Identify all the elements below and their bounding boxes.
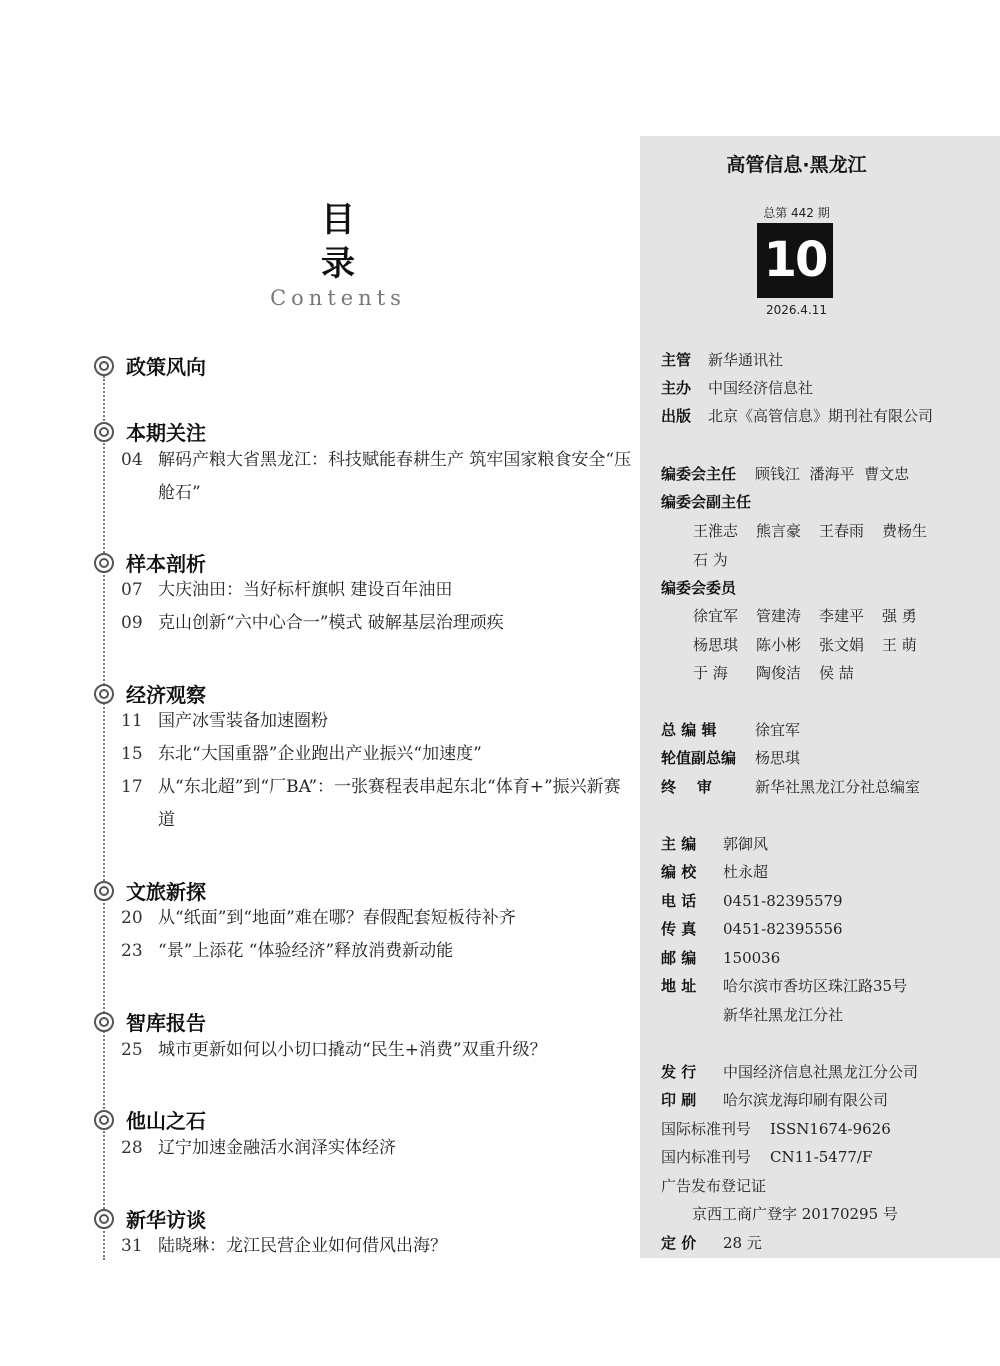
toc-entry[interactable]: [121, 935, 633, 968]
section-heading[interactable]: [94, 351, 206, 380]
circle-bullet-icon: [94, 356, 114, 376]
circle-bullet-icon: [94, 422, 114, 442]
circle-bullet-icon: [94, 1110, 114, 1130]
toc-entry[interactable]: [121, 705, 633, 738]
toc-entry[interactable]: [121, 738, 633, 771]
section-label: 政策风向: [126, 355, 206, 379]
circle-bullet-icon: [94, 881, 114, 901]
toc-entry[interactable]: [121, 771, 633, 837]
contact-row: 邮 编 150036: [661, 949, 781, 967]
article-title: 大庆油田：当好标杆旗帜 建设百年油田: [158, 580, 453, 600]
editorial-row: 轮值副总编 杨思琪: [661, 749, 801, 767]
address-line2: 新华社黑龙江分社: [723, 1006, 844, 1024]
contents-title-en: Contents: [270, 286, 406, 310]
article-title: 辽宁加速金融活水润泽实体经济: [158, 1138, 396, 1158]
toc-entry[interactable]: [121, 1132, 633, 1165]
publication-name: 高管信息·黑龙江: [726, 154, 867, 176]
distribution-row: 国内标准刊号 CN11-5477/F: [661, 1148, 873, 1166]
page-number: 04: [121, 450, 143, 470]
distribution-row: 发 行 中国经济信息社黑龙江分公司: [661, 1063, 919, 1081]
board-members-label: 编委会委员: [661, 579, 737, 597]
board-deputy-names: 王淮志 熊言豪 王春雨 费杨生 石 为: [693, 522, 928, 569]
page-number: 07: [121, 580, 143, 600]
page-number: 20: [121, 908, 143, 928]
page-number: 15: [121, 744, 143, 764]
publisher-row: 出版 北京《高管信息》期刊社有限公司: [661, 407, 934, 425]
distribution-row: 广告发布登记证: [661, 1177, 767, 1195]
section-label: 他山之石: [126, 1109, 206, 1133]
article-title: 东北“大国重器”企业跑出产业振兴“加速度”: [158, 744, 482, 764]
section-heading[interactable]: [94, 1007, 206, 1036]
page-number: 23: [121, 941, 143, 961]
distribution-row: 印 刷 哈尔滨龙海印刷有限公司: [661, 1091, 889, 1109]
contents-title-cn: 目 录: [321, 200, 381, 284]
board-members-names: 徐宜军 管建涛 李建平 强 勇 杨思琪 陈小彬 张文娟 王 萌 于 海 陶俊洁 侯 喆: [693, 607, 917, 682]
editorial-row: 总 编 辑 徐宜军: [661, 721, 801, 739]
contact-row: 编 校 杜永超: [661, 863, 769, 881]
circle-bullet-icon: [94, 553, 114, 573]
board-deputy-label: 编委会副主任: [661, 493, 752, 511]
page-number: 11: [121, 711, 143, 731]
publisher-row: 主办 中国经济信息社: [661, 379, 814, 397]
section-heading[interactable]: [94, 417, 206, 446]
circle-bullet-icon: [94, 1209, 114, 1229]
circle-bullet-icon: [94, 1012, 114, 1032]
article-title: 从“纸面”到“地面”难在哪？春假配套短板待补齐: [158, 908, 516, 928]
toc-entry[interactable]: [121, 902, 633, 935]
page-number: 28: [121, 1138, 143, 1158]
ad-license: 京西工商广登字 20170295 号: [692, 1205, 898, 1223]
publisher-row: 主管 新华通讯社: [661, 351, 784, 369]
toc-entry[interactable]: [121, 444, 633, 510]
article-title: “景”上添花 “体验经济”释放消费新动能: [158, 941, 454, 961]
toc-entry[interactable]: [121, 607, 633, 640]
article-title: 克山创新“六中心合一”模式 破解基层治理顽疾: [158, 613, 504, 633]
section-heading[interactable]: [94, 679, 206, 708]
section-label: 智库报告: [126, 1011, 206, 1035]
section-heading[interactable]: [94, 876, 206, 905]
section-label: 样本剖析: [126, 552, 206, 576]
page-number: 09: [121, 613, 143, 633]
contents-title: [268, 198, 408, 310]
page-number: 17: [121, 777, 143, 797]
page-number: 25: [121, 1040, 143, 1060]
page-number: 31: [121, 1236, 143, 1256]
distribution-row: 国际标准刊号 ISSN1674-9626: [661, 1120, 891, 1138]
issue-number-badge: 10: [757, 223, 833, 298]
toc-entry[interactable]: [121, 1230, 633, 1263]
section-heading[interactable]: [94, 1105, 206, 1134]
section-heading[interactable]: [94, 548, 206, 577]
contact-row: 电 话 0451-82395579: [661, 892, 843, 910]
section-label: 经济观察: [126, 683, 206, 707]
board-director-row: 编委会主任 顾钱江 潘海平 曹文忠: [661, 465, 910, 483]
price-row: 定 价 28 元: [661, 1234, 762, 1252]
section-label: 本期关注: [126, 421, 206, 445]
article-title: 解码产粮大省黑龙江：科技赋能春耕生产 筑牢国家粮食安全“压舱石”: [158, 450, 632, 503]
toc-entry[interactable]: [121, 574, 633, 607]
article-title: 城市更新如何以小切口撬动“民生+消费”双重升级？: [158, 1040, 547, 1060]
issue-date: 2026.4.11: [765, 303, 828, 317]
section-label: 新华访谈: [126, 1208, 206, 1232]
contact-row: 传 真 0451-82395556: [661, 920, 843, 938]
article-title: 从“东北超”到“厂BA”：一张赛程表串起东北“体育+”振兴新赛道: [158, 777, 621, 830]
section-label: 文旅新探: [126, 880, 206, 904]
editorial-row: 终 审 新华社黑龙江分社总编室: [661, 778, 921, 796]
contact-row: 主 编 郭御风: [661, 835, 769, 853]
circle-bullet-icon: [94, 684, 114, 704]
section-heading[interactable]: [94, 1204, 206, 1233]
toc-entry[interactable]: [121, 1034, 633, 1067]
article-title: 陆晓琳：龙江民营企业如何借风出海？: [158, 1236, 447, 1256]
total-issue: 总第 442 期: [763, 206, 830, 220]
contact-row: 地 址 哈尔滨市香坊区珠江路35号: [661, 977, 908, 995]
article-title: 国产冰雪装备加速圈粉: [158, 711, 328, 731]
